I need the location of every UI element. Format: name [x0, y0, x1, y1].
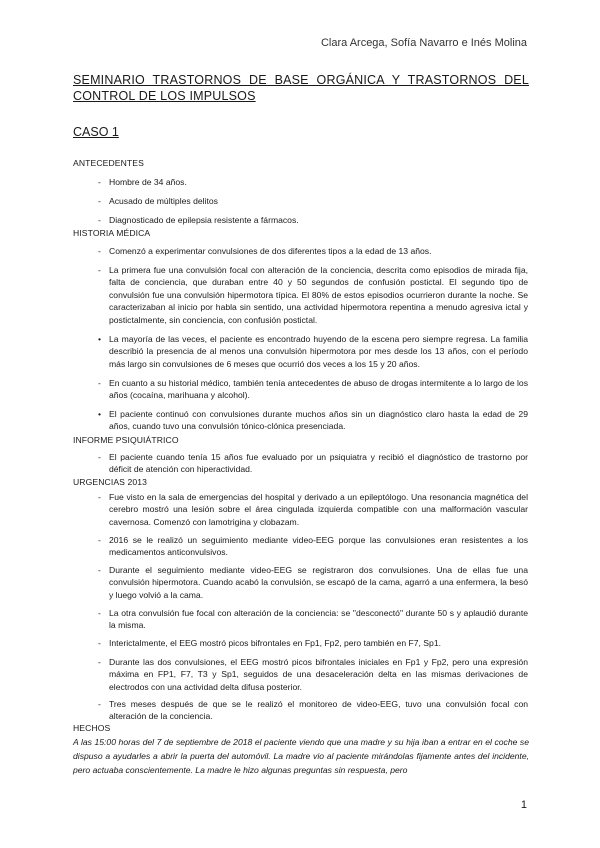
dash-bullet: - [98, 535, 101, 545]
dash-bullet: - [98, 699, 101, 709]
list-item: - 2016 se le realizó un seguimiento mediante video-EEG porque las convulsiones eran resistentes a los medicamentos anticonvulsivos. [98, 535, 528, 558]
list-item: - Interictalmente, el EEG mostró picos bifrontales en Fp1, Fp2, pero también en F7, Sp1. [98, 638, 441, 648]
dash-bullet: - [98, 215, 101, 225]
dash-bullet: - [98, 452, 101, 462]
dash-bullet: - [98, 177, 101, 187]
list-item: - Hombre de 34 años. [98, 177, 187, 187]
page-header-authors: Clara Arcega, Sofía Navarro e Inés Molina [320, 37, 527, 49]
dash-bullet: - [98, 565, 101, 575]
list-item: - El paciente cuando tenía 15 años fue evaluado por un psiquiatra y recibió el diagnóstico de trastorno por déficit de atención con hiperactividad. [98, 452, 528, 475]
list-item: - Fue visto en la sala de emergencias del hospital y derivado a un epileptólogo. Una resonancia magnética del cerebro mostró una lesión sobre el área cingulada izquierda compatible con una malformación vascular cavernosa. Comenzó con lamotrigina y clobazam. [98, 492, 528, 527]
section-heading-historia-medica: HISTORIA MÉDICA [73, 228, 151, 238]
dash-bullet: - [98, 492, 101, 502]
dash-bullet: - [98, 608, 101, 618]
list-item: • El paciente continuó con convulsiones durante muchos años sin un diagnóstico claro hasta la edad de 29 años, cuando tuvo una convulsión tónico-clónica presenciada. [98, 409, 528, 432]
list-item: - Durante las dos convulsiones, el EEG mostró picos bifrontales iniciales en Fp1 y Fp2, pero una expresión máxima en FP1, F7, T3 y Sp1, seguidos de una desaceleración delta en las mismas derivaciones de electrodos con una actividad delta difusa posterior. [98, 657, 528, 692]
hechos-paragraph: A las 15:00 horas del 7 de septiembre de 2018 el paciente viendo que una madre y su hija iban a entrar en el coche se dispuso a ayudarles a abrir la puerta del automóvil. La madre vio al paciente mirándolas fijamente antes del incidente, pero actuaba conscientemente. La madre le hizo algunas preguntas sin respuesta, pero [73, 737, 529, 775]
list-item: - Durante el seguimiento mediante video-EEG se registraron dos convulsiones. Una de ellas fue una convulsión hipermotora. Cuando acabó la convulsión, se escapó de la cama, agarró a una enfermera, la besó y luego volvió a la cama. [98, 565, 528, 600]
list-item: - En cuanto a su historial médico, también tenía antecedentes de abuso de drogas intermitente a lo largo de los años (cocaína, marihuana y alcohol). [98, 378, 528, 401]
list-item: - La primera fue una convulsión focal con alteración de la conciencia, descrita como episodios de mirada fija, falta de conciencia, que duraban entre 40 y 50 segundos de confusión postictal. El segundo tipo de convulsión fue una convulsión hipermotora típica. El 80% de estos episodios ocurrieron durante la noche. Se caracterizaban al inicio por habla sin sentido, una actividad hipermotora repentina a menudo agresiva ictal y postictalmente, sin conciencia, con confusión postictal. [98, 265, 528, 325]
case-title: CASO 1 [73, 125, 119, 139]
list-item: - Tres meses después de que se le realizó el monitoreo de video-EEG, tuvo una convulsión focal con alteración de la conciencia. [98, 699, 528, 722]
dash-bullet: - [98, 196, 101, 206]
section-heading-hechos: HECHOS [73, 723, 111, 733]
dot-bullet: • [98, 409, 102, 419]
dot-bullet: • [98, 334, 102, 344]
list-item: - Acusado de múltiples delitos [98, 196, 218, 206]
list-item: - La otra convulsión fue focal con alteración de la conciencia: se "desconectó" durante 50 s y aplaudió durante la misma. [98, 608, 528, 631]
document-title: SEMINARIO TRASTORNOS DE BASE ORGÁNICA Y TRASTORNOS DEL CONTROL DE LOS IMPULSOS [73, 73, 529, 103]
dash-bullet: - [98, 378, 101, 388]
section-heading-antecedentes: ANTECEDENTES [73, 158, 144, 168]
section-heading-informe-psiquiatrico: INFORME PSIQUIÁTRICO [73, 435, 179, 445]
dash-bullet: - [98, 246, 101, 256]
dash-bullet: - [98, 638, 101, 648]
section-heading-urgencias: URGENCIAS 2013 [73, 477, 147, 487]
list-item: - Comenzó a experimentar convulsiones de dos diferentes tipos a la edad de 13 años. [98, 246, 432, 256]
dash-bullet: - [98, 265, 101, 275]
list-item: • La mayoría de las veces, el paciente es encontrado huyendo de la escena pero siempre regresa. La familia describió la presencia de al menos una convulsión hipermotora por mes desde los 13 años, con el período más largo sin convulsiones de 6 meses que ocurrió dos veces a los 15 y 20 años. [98, 334, 528, 369]
dash-bullet: - [98, 657, 101, 667]
page-number: 1 [520, 799, 527, 811]
list-item: - Diagnosticado de epilepsia resistente a fármacos. [98, 215, 299, 225]
